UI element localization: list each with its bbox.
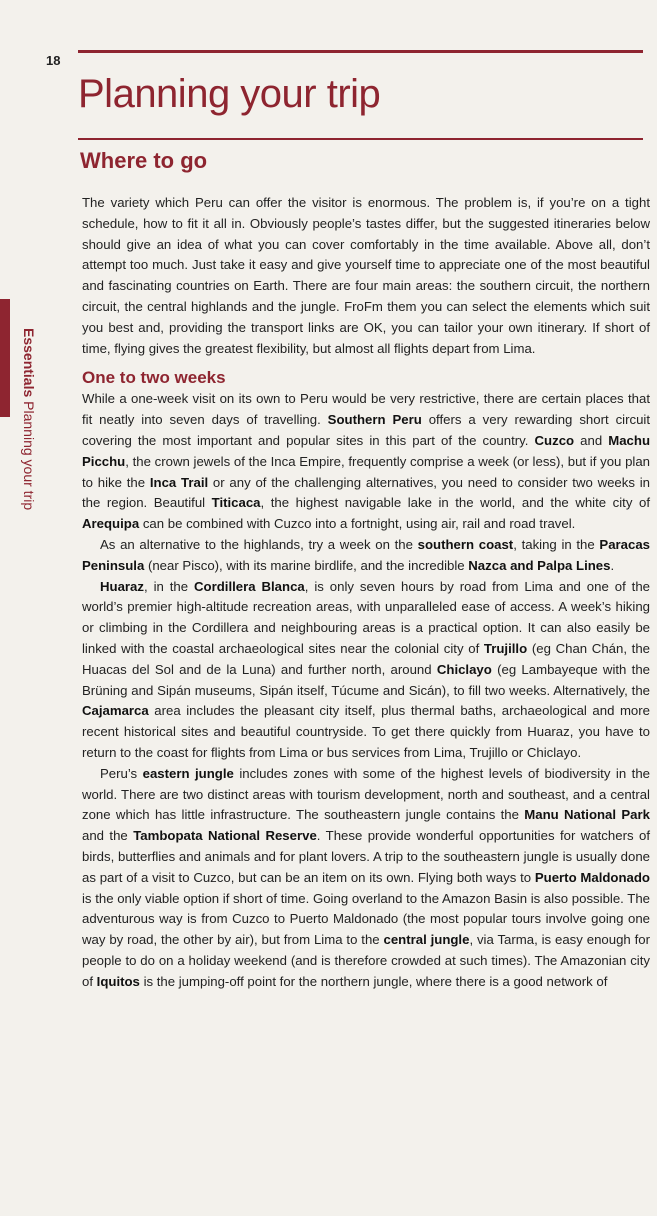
place-machu-picchu: Machu Picchu	[82, 432, 650, 469]
paragraph-eastern-jungle: Peru’s eastern jungle includes zones with some of the highest levels of biodiversity in the world. There are two distinct areas with tourism development, north and southeast, and a central zone which has little infrastructure. The southeastern jungle contains the Manu National Park and the Tambopata National Reserve. These provide wonderful opportunities for watchers of birds, butterflies and animals and for plant lovers. A trip to the southeastern jungle is usually done as part of a visit to Cuzco, but can be an item on its own. Flying both ways to Puerto Maldonado is the only viable option if short of time. Going overland to the Amazon Basin is also possible. The adventurous way is from Cuzco to Puerto Maldonado (the most popular tours involve going one way by road, the other by air), but from Lima to the central jungle, via Tarma, is easy enough for people to do on a holiday weekend (and is therefore crowded at such times). The Amazonian city of Iquitos is the jumping-off point for the northern jungle, where there is a good network of	[82, 765, 650, 989]
place-cuzco: Cuzco	[534, 432, 575, 448]
place-iquitos: Iquitos	[96, 973, 140, 989]
place-huaraz: Huaraz	[100, 578, 144, 594]
place-paracas-peninsula: Paracas Peninsula	[82, 536, 651, 573]
place-eastern-jungle: eastern jungle	[142, 765, 234, 781]
intro-paragraph: The variety which Peru can offer the visitor is enormous. The problem is, if you’re on a tight schedule, how to fit it all in. Obviously people’s tastes differ, but the suggested itineraries below should give an idea of what you can cover comfortably in the time available. Above all, don’t attempt too much. Just take it easy and give yourself time to appreciate one of the most beautiful and fascinating countries on Earth. There are four main areas: the southern circuit, the northern circuit, the central highlands and the jungle. FroFm them you can select the elements which suit you best and, providing the transport links are OK, you can tailor your own itinerary. If short of time, flying gives the greatest flexibility, but almost all flights depart from Lima.	[82, 195, 650, 356]
place-trujillo: Trujillo	[483, 640, 528, 656]
place-arequipa: Arequipa	[82, 516, 140, 532]
place-central-jungle: central jungle	[383, 932, 470, 948]
subheading-one-to-two-weeks: One to two weeks	[82, 368, 226, 388]
side-tab-marker	[0, 299, 10, 417]
place-cajamarca: Cajamarca	[82, 703, 149, 719]
place-tambopata-reserve: Tambopata National Reserve	[133, 828, 317, 844]
paragraph-southern-peru: While a one-week visit on its own to Peru would be very restrictive, there are certain places that fit neatly into seven days of travelling. Southern Peru offers a very rewarding short circuit covering the most important and popular sites in this part of the country. Cuzco and Machu Picchu, the crown jewels of the Inca Empire, frequently comprise a week (or less), but if you plan to hike the Inca Trail or any of the challenging alternatives, you need to consider two weeks in the region. Beautiful Titicaca, the highest navigable lake in the world, and the white city of Arequipa can be combined with Cuzco into a fortnight, using air, rail and road travel.	[82, 391, 651, 532]
place-cordillera-blanca: Cordillera Blanca	[194, 578, 305, 594]
title-rule	[78, 138, 643, 140]
top-rule	[78, 50, 643, 53]
side-tab-section: Essentials	[21, 328, 37, 398]
side-tab-chapter: Planning your trip	[21, 401, 37, 511]
place-southern-coast: southern coast	[417, 536, 514, 552]
page-number: 18	[46, 53, 61, 68]
place-inca-trail: Inca Trail	[149, 474, 209, 490]
paragraph-huaraz: Huaraz, in the Cordillera Blanca, is only seven hours by road from Lima and one of the world’s premier high-altitude recreation areas, with unparalleled ease of access. A week’s hiking or climbing in the Cordillera and neighbouring areas is a practical option. It can also easily be linked with the coastal archaeological sites near the colonial city of Trujillo (eg Chan Chán, the Huacas del Sol and de la Luna) and further north, around Chiclayo (eg Lambayeque with the Brüning and Sipán museums, Sipán itself, Túcume and Sicán), to fill two weeks. Alternatively, the Cajamarca area includes the pleasant city itself, plus thermal baths, archaeological and more recent historical sites and beautiful countryside. To get there quickly from Huaraz, you have to return to the coast for flights from Lima or bus services from Lima, Trujillo or Chiclayo.	[82, 578, 650, 760]
paragraph-southern-coast: As an alternative to the highlands, try a week on the southern coast, taking in the Paracas Peninsula (near Pisco), with its marine birdlife, and the incredible Nazca and Palpa Lines.	[82, 536, 651, 573]
place-nazca-palpa-lines: Nazca and Palpa Lines	[468, 557, 611, 573]
article-body	[82, 193, 650, 992]
place-puerto-maldonado: Puerto Maldonado	[534, 869, 650, 885]
place-manu-national-park: Manu National Park	[524, 807, 650, 823]
place-southern-peru: Southern Peru	[327, 412, 422, 428]
side-tab-label	[21, 328, 37, 558]
page-title: Planning your trip	[78, 72, 381, 116]
place-titicaca: Titicaca	[211, 495, 261, 511]
section-heading: Where to go	[80, 148, 208, 173]
place-chiclayo: Chiclayo	[436, 661, 492, 677]
